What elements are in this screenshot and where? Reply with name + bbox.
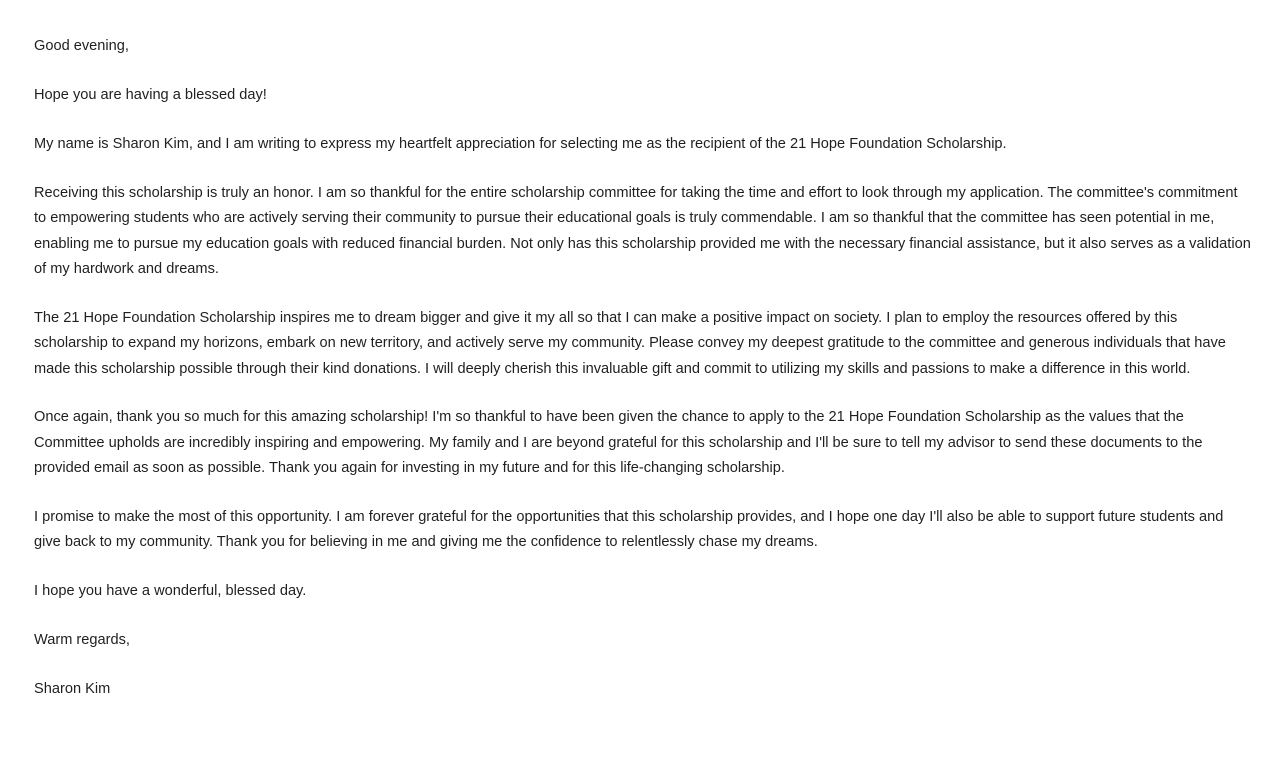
closing: Warm regards, [34,631,130,648]
paragraph-wish: I hope you have a wonderful, blessed day. [34,582,307,599]
paragraph-honor: Receiving this scholarship is truly an honor. I am so thankful for the entire scholarship committee for taking the time and effort to look through my application. The committee's commitment to empowering students who are actively serving their community to pursue their educational goals is truly commendable. I am so thankful that the committee has seen potential in me, enabling me to pursue my education goals with reduced financial burden. Not only has this scholarship provided me with the necessary financial assistance, but it also serves as a validation of my hardwork and dreams. [34,184,1251,277]
paragraph-thanks: Once again, thank you so much for this amazing scholarship! I'm so thankful to have been given the chance to apply to the 21 Hope Foundation Scholarship as the values that the Committee upholds are incredibly inspiring and empowering. My family and I are beyond grateful for this scholarship and I'll be sure to tell my advisor to send these documents to the provided email as soon as possible. Thank you again for investing in my future and for this life-changing scholarship. [34,409,1203,476]
opening-line: Hope you are having a blessed day! [34,87,267,103]
signature: Sharon Kim [34,680,111,697]
paragraph-inspiration: The 21 Hope Foundation Scholarship inspires me to dream bigger and give it my all so that I can make a positive impact on society. I plan to employ the resources offered by this scholarship to expand my horizons, embark on new territory, and actively serve my community. Please convey my deepest gratitude to the committee and generous individuals that have made this scholarship possible through their kind donations. I will deeply cherish this invaluable gift and commit to utilizing my skills and passions to make a difference in this world. [34,309,1226,377]
greeting: Good evening, [34,38,129,54]
paragraph-introduction: My name is Sharon Kim, and I am writing to express my heartfelt appreciation for selecting me as the recipient of the 21 Hope Foundation Scholarship. [34,136,1007,152]
paragraph-promise: I promise to make the most of this opportunity. I am forever grateful for the opportunities that this scholarship provides, and I hope one day I'll also be able to support future students and give back to my community. Thank you for believing in me and giving me the confidence to relentlessly chase my dreams. [34,508,1224,550]
